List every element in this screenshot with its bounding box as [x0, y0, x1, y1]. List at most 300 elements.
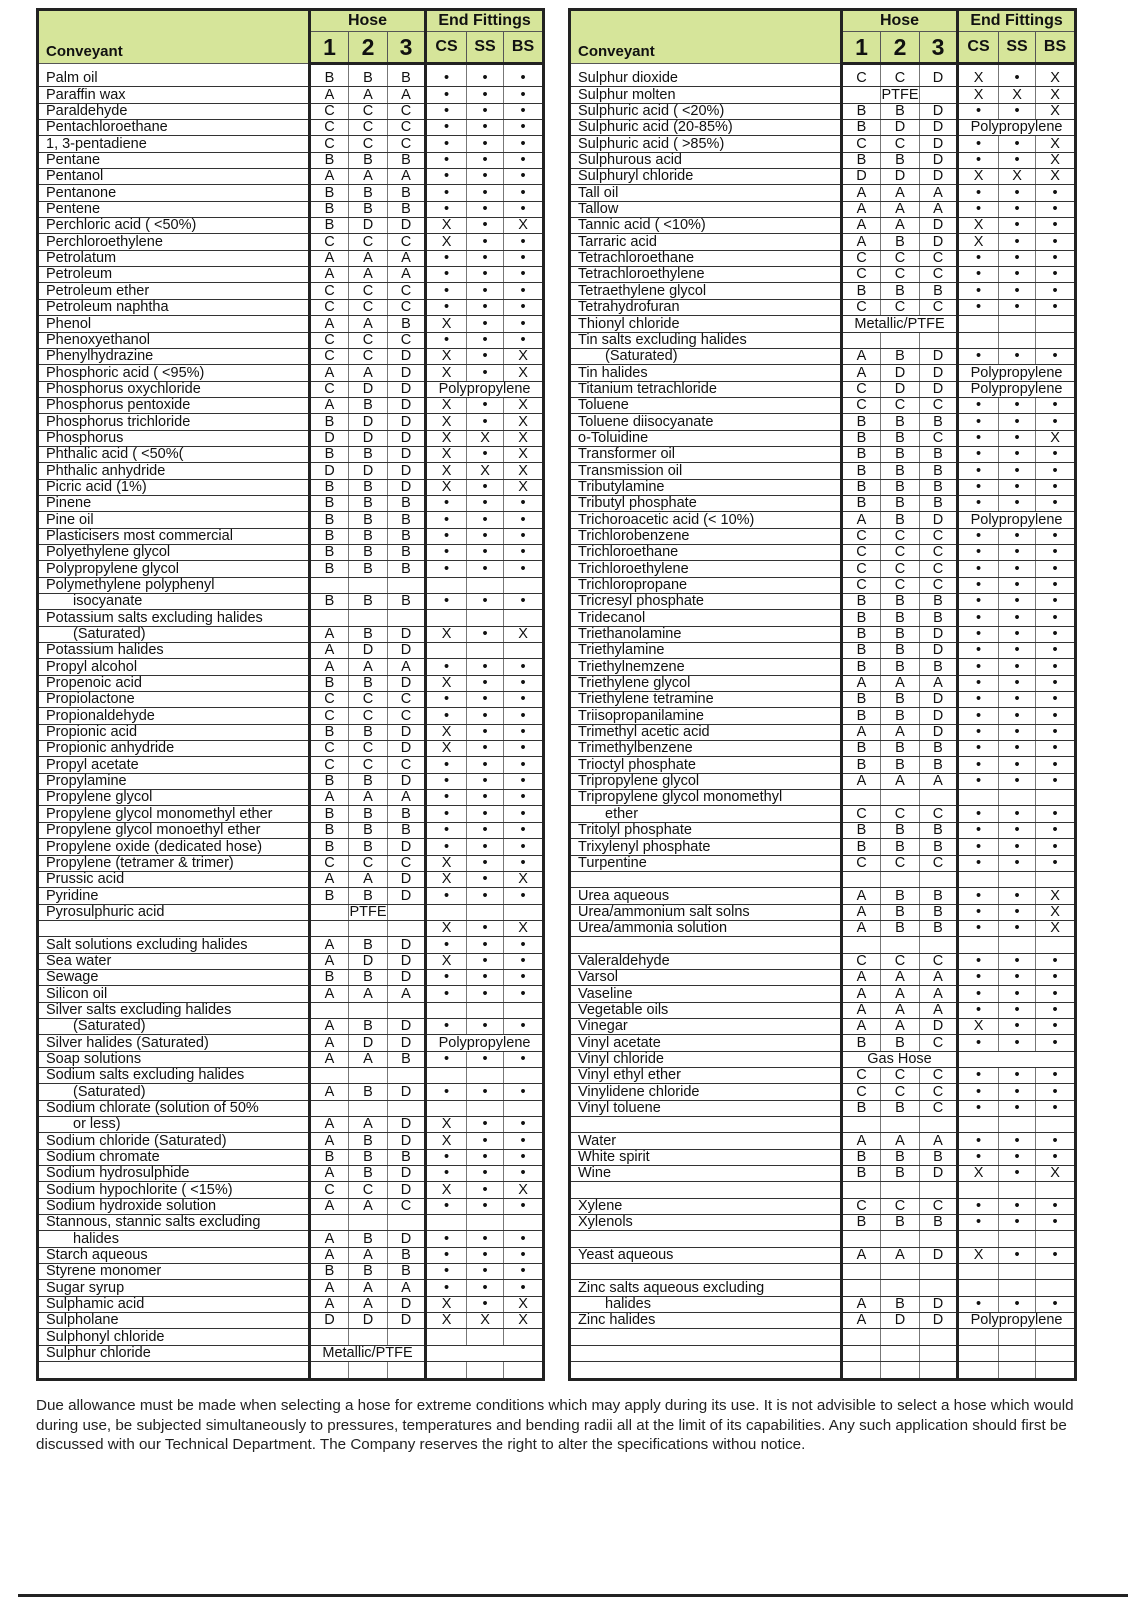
conveyant-name: Phosphorus trichloride: [38, 414, 310, 430]
fitting-rating-bs: X: [504, 479, 544, 495]
hose-rating-2: D: [349, 218, 388, 234]
table-row: [38, 332, 544, 348]
fitting-rating-span: Polypropylene: [958, 381, 1076, 397]
hose-rating-3: C: [388, 234, 426, 250]
fitting-rating-cs: •: [426, 512, 467, 528]
hose-rating-2: D: [349, 643, 388, 659]
hose-rating-1: [842, 1264, 881, 1280]
hose-rating-3: [388, 1215, 426, 1231]
conveyant-name: Toluene: [570, 397, 842, 413]
hose-rating-1: A: [842, 365, 881, 381]
fitting-rating-ss: •: [999, 610, 1036, 626]
hose-rating-3: [920, 87, 958, 103]
hose-rating-2: [349, 1215, 388, 1231]
fitting-rating-cs: •: [426, 822, 467, 838]
fitting-rating-cs: •: [958, 692, 999, 708]
fitting-rating-bs: •: [1036, 839, 1076, 855]
table-row: [38, 463, 544, 479]
fitting-rating-cs: X: [426, 365, 467, 381]
fitting-rating-cs: •: [426, 283, 467, 299]
fitting-rating-ss: •: [467, 71, 504, 87]
hose-rating-2: C: [881, 267, 920, 283]
fitting-rating-cs: •: [426, 594, 467, 610]
hose-rating-3: [920, 1280, 958, 1296]
hose-rating-3: D: [388, 1117, 426, 1133]
hose-rating-1: [310, 920, 349, 936]
fitting-rating-ss: •: [467, 136, 504, 152]
hose-rating-1: B: [310, 773, 349, 789]
fitting-rating-bs: •: [1036, 773, 1076, 789]
hose-rating-2: B: [349, 1264, 388, 1280]
fitting-rating-bs: [1036, 1362, 1076, 1379]
hose-rating-2: [349, 577, 388, 593]
fitting-rating-bs: X: [504, 871, 544, 887]
conveyant-name: (Saturated): [38, 626, 310, 642]
hose-rating-2: A: [349, 365, 388, 381]
hose-rating-2: A: [881, 969, 920, 985]
fitting-rating-cs: •: [958, 1149, 999, 1165]
hose-rating-2: B: [349, 806, 388, 822]
hose-rating-3: [388, 610, 426, 626]
hose-rating-3: D: [388, 1313, 426, 1329]
fitting-rating-bs: •: [1036, 708, 1076, 724]
hose-rating-1: B: [842, 1149, 881, 1165]
table-row: [570, 446, 1076, 462]
fitting-rating-cs: X: [426, 741, 467, 757]
hose-rating-2: C: [349, 234, 388, 250]
hose-rating-2: B: [349, 201, 388, 217]
fitting-rating-span: Polypropylene: [958, 365, 1076, 381]
table-row: [570, 1215, 1076, 1231]
fitting-rating-bs: •: [504, 937, 544, 953]
hose-rating-1: A: [310, 1296, 349, 1312]
hose-rating-1: A: [842, 1313, 881, 1329]
fitting-rating-bs: •: [504, 332, 544, 348]
hose-rating-2: A: [349, 169, 388, 185]
fitting-rating-ss: •: [999, 626, 1036, 642]
fitting-rating-cs: [958, 790, 999, 806]
hose-rating-3: D: [388, 724, 426, 740]
fitting-rating-ss: [467, 904, 504, 920]
table-row: [38, 643, 544, 659]
fitting-rating-bs: •: [504, 790, 544, 806]
fitting-rating-cs: •: [426, 1084, 467, 1100]
fitting-rating-ss: [467, 1215, 504, 1231]
fitting-rating-ss: •: [467, 1280, 504, 1296]
hose-rating-2: B: [881, 283, 920, 299]
conveyant-name: Pyridine: [38, 888, 310, 904]
fitting-rating-bs: •: [1036, 250, 1076, 266]
fitting-rating-cs: •: [426, 332, 467, 348]
hose-rating-2: D: [349, 1313, 388, 1329]
fitting-rating-cs: •: [426, 969, 467, 985]
fitting-rating-ss: •: [467, 1231, 504, 1247]
conveyant-name: Silver halides (Saturated): [38, 1035, 310, 1051]
hose-rating-1: B: [310, 152, 349, 168]
hose-rating-1: [310, 1067, 349, 1083]
fitting-rating-bs: X: [504, 1296, 544, 1312]
hose-rating-2: A: [881, 218, 920, 234]
table-row: [38, 544, 544, 560]
fitting-rating-bs: •: [1036, 1018, 1076, 1034]
table-row: [38, 561, 544, 577]
fitting-rating-ss: •: [467, 1198, 504, 1214]
fitting-rating-cs: X: [958, 169, 999, 185]
hose-rating-2: B: [881, 446, 920, 462]
table-row: [570, 1264, 1076, 1280]
conveyant-name: Sulphuric acid ( <20%): [570, 103, 842, 119]
hose-rating-1: A: [842, 201, 881, 217]
hose-rating-1: C: [310, 757, 349, 773]
hose-rating-2: C: [349, 1182, 388, 1198]
hose-rating-3: A: [920, 969, 958, 985]
fitting-rating-cs: X: [426, 414, 467, 430]
fitting-rating-cs: •: [958, 969, 999, 985]
hose-rating-2: B: [349, 71, 388, 87]
fitting-rating-cs: •: [426, 839, 467, 855]
hose-rating-3: [388, 1362, 426, 1379]
hose-rating-3: B: [388, 1149, 426, 1165]
conveyant-name: Vinyl ethyl ether: [570, 1067, 842, 1083]
fitting-rating-ss: •: [467, 267, 504, 283]
hose-rating-1: C: [310, 855, 349, 871]
fitting-rating-cs: •: [426, 299, 467, 315]
fitting-rating-cs: X: [426, 316, 467, 332]
hose-rating-3: B: [920, 904, 958, 920]
table-row: [38, 1117, 544, 1133]
hose-header: Hose: [842, 10, 958, 32]
fitting-rating-cs: [958, 1182, 999, 1198]
table-row: [38, 120, 544, 136]
conveyant-name: Perchloroethylene: [38, 234, 310, 250]
hose-rating-3: A: [388, 659, 426, 675]
conveyant-name: Transmission oil: [570, 463, 842, 479]
table-row: [38, 1280, 544, 1296]
conveyant-name: Tin salts excluding halides: [570, 332, 842, 348]
hose-rating-3: C: [920, 397, 958, 413]
fitting-rating-bs: •: [504, 136, 544, 152]
fitting-rating-ss: •: [999, 969, 1036, 985]
fitting-rating-ss: •: [999, 152, 1036, 168]
hose-rating-1: A: [842, 512, 881, 528]
hose-rating-2: D: [349, 463, 388, 479]
table-row: [570, 1117, 1076, 1133]
fitting-rating-bs: [504, 1067, 544, 1083]
fitting-rating-ss: •: [467, 348, 504, 364]
fitting-rating-bs: •: [1036, 561, 1076, 577]
table-row: [570, 822, 1076, 838]
hose-rating-3: B: [388, 1247, 426, 1263]
hose-rating-2: A: [349, 790, 388, 806]
table-row: [570, 1231, 1076, 1247]
table-row: [38, 1329, 544, 1345]
table-row: [570, 692, 1076, 708]
hose-rating-3: D: [920, 365, 958, 381]
hose-rating-2: [349, 610, 388, 626]
fitting-rating-cs: X: [426, 1313, 467, 1329]
fitting-rating-span: [426, 1345, 544, 1361]
conveyant-name: Xylene: [570, 1198, 842, 1214]
fitting-rating-ss: •: [999, 839, 1036, 855]
fitting-rating-bs: •: [1036, 1035, 1076, 1051]
fitting-rating-ss: •: [999, 283, 1036, 299]
fitting-rating-bs: •: [1036, 1149, 1076, 1165]
hose-rating-1: B: [310, 446, 349, 462]
fitting-rating-bs: [1036, 1117, 1076, 1133]
hose-rating-2: B: [349, 1084, 388, 1100]
hose-rating-1: A: [310, 1117, 349, 1133]
hose-rating-3: C: [388, 283, 426, 299]
hose-rating-3: D: [388, 463, 426, 479]
hose-rating-1: A: [310, 1018, 349, 1034]
table-row: [570, 71, 1076, 87]
conveyant-name: Paraldehyde: [38, 103, 310, 119]
hose-rating-3: D: [920, 152, 958, 168]
hose-rating-3: C: [920, 430, 958, 446]
fitting-rating-bs: •: [1036, 234, 1076, 250]
conveyant-name: Propionic acid: [38, 724, 310, 740]
fitting-rating-cs: •: [958, 430, 999, 446]
conveyant-name: Phthalic anhydride: [38, 463, 310, 479]
hose-rating-1: B: [842, 103, 881, 119]
hose-rating-3: C: [388, 692, 426, 708]
fitting-rating-bs: •: [504, 724, 544, 740]
fitting-rating-bs: •: [504, 201, 544, 217]
hose-rating-2: C: [881, 397, 920, 413]
hose-rating-1: A: [842, 1133, 881, 1149]
hose-rating-1: B: [310, 969, 349, 985]
fitting-rating-bs: •: [504, 528, 544, 544]
fitting-rating-ss: •: [999, 234, 1036, 250]
fitting-rating-ss: •: [999, 1100, 1036, 1116]
table-row: [570, 773, 1076, 789]
table-row: [570, 1166, 1076, 1182]
table-row: [38, 87, 544, 103]
fitting-rating-bs: •: [1036, 1215, 1076, 1231]
fitting-rating-ss: •: [999, 218, 1036, 234]
hose-rating-span: Gas Hose: [842, 1051, 958, 1067]
fitting-rating-cs: X: [426, 1182, 467, 1198]
hose-rating-1: [842, 1182, 881, 1198]
conveyant-name: ether: [570, 806, 842, 822]
hose-rating-2: C: [349, 136, 388, 152]
hose-rating-2: B: [881, 495, 920, 511]
hose-rating-3: [920, 332, 958, 348]
hose-rating-2: A: [881, 185, 920, 201]
conveyant-name: Tall oil: [570, 185, 842, 201]
hose-rating-1: A: [842, 1018, 881, 1034]
hose-rating-2: C: [349, 855, 388, 871]
conveyant-name: Tetraethylene glycol: [570, 283, 842, 299]
hose-rating-1: D: [842, 169, 881, 185]
hose-rating-2: B: [881, 1100, 920, 1116]
conveyant-name: [570, 937, 842, 953]
conveyant-name: Polymethylene polyphenyl: [38, 577, 310, 593]
hose-rating-3: [920, 871, 958, 887]
fitting-rating-ss: •: [467, 169, 504, 185]
table-row: [38, 152, 544, 168]
fitting-rating-bs: •: [504, 169, 544, 185]
hose-rating-3: C: [388, 103, 426, 119]
conveyant-name: Tetrahydrofuran: [570, 299, 842, 315]
fitting-rating-cs: X: [958, 218, 999, 234]
fitting-rating-ss: •: [467, 414, 504, 430]
hose-rating-1: A: [842, 986, 881, 1002]
fitting-rating-ss: •: [999, 757, 1036, 773]
hose-rating-3: A: [388, 169, 426, 185]
fitting-rating-cs: •: [958, 1296, 999, 1312]
hose-rating-2: A: [881, 675, 920, 691]
conveyant-name: Starch aqueous: [38, 1247, 310, 1263]
hose-rating-2: B: [881, 888, 920, 904]
hose-rating-2: A: [349, 87, 388, 103]
chemical-resistance-table-left: [36, 8, 545, 1381]
conveyant-name: Prussic acid: [38, 871, 310, 887]
conveyant-name: Propylamine: [38, 773, 310, 789]
hose-rating-3: D: [388, 888, 426, 904]
fitting-rating-ss: [999, 1362, 1036, 1379]
fitting-rating-cs: X: [426, 855, 467, 871]
hose-rating-3: D: [920, 1313, 958, 1329]
table-row: [38, 1296, 544, 1312]
hose-rating-1: [310, 610, 349, 626]
conveyant-name: Trixylenyl phosphate: [570, 839, 842, 855]
fitting-rating-cs: •: [958, 283, 999, 299]
hose-rating-2: A: [349, 250, 388, 266]
hose-rating-2: C: [349, 103, 388, 119]
hose-rating-2: C: [881, 71, 920, 87]
fitting-rating-cs: •: [958, 757, 999, 773]
fitting-col-ss: SS: [467, 32, 504, 64]
hose-rating-1: [842, 871, 881, 887]
table-row: [38, 1247, 544, 1263]
hose-rating-1: [842, 1280, 881, 1296]
fitting-rating-bs: •: [504, 741, 544, 757]
hose-rating-2: C: [349, 348, 388, 364]
fitting-rating-ss: [999, 1117, 1036, 1133]
fitting-rating-ss: •: [467, 855, 504, 871]
table-row: [570, 544, 1076, 560]
hose-rating-1: [842, 1231, 881, 1247]
conveyant-name: Trioctyl phosphate: [570, 757, 842, 773]
hose-rating-1: D: [310, 463, 349, 479]
fitting-rating-cs: •: [958, 986, 999, 1002]
fitting-rating-cs: •: [958, 708, 999, 724]
chemical-resistance-table-right: [568, 8, 1077, 1381]
conveyant-header: Conveyant: [38, 10, 310, 64]
hose-rating-1: A: [842, 218, 881, 234]
fitting-rating-bs: •: [504, 839, 544, 855]
fitting-rating-cs: •: [958, 348, 999, 364]
hose-rating-3: [920, 1329, 958, 1345]
fitting-rating-cs: •: [426, 659, 467, 675]
conveyant-name: Propionaldehyde: [38, 708, 310, 724]
hose-rating-3: A: [920, 773, 958, 789]
fitting-rating-cs: •: [958, 561, 999, 577]
hose-rating-1: A: [310, 316, 349, 332]
hose-rating-3: A: [920, 986, 958, 1002]
hose-rating-1: B: [310, 544, 349, 560]
hose-rating-1: B: [842, 414, 881, 430]
fitting-rating-cs: •: [958, 659, 999, 675]
hose-rating-1: C: [310, 332, 349, 348]
hose-rating-3: D: [388, 381, 426, 397]
hose-rating-1: C: [310, 136, 349, 152]
hose-rating-3: B: [388, 822, 426, 838]
fitting-rating-bs: •: [504, 120, 544, 136]
fitting-rating-bs: [1036, 1231, 1076, 1247]
conveyant-name: Pentane: [38, 152, 310, 168]
hose-rating-3: [388, 1100, 426, 1116]
fitting-rating-bs: •: [1036, 185, 1076, 201]
table-row: [38, 839, 544, 855]
table-row: [570, 626, 1076, 642]
fitting-rating-cs: X: [426, 675, 467, 691]
hose-rating-2: B: [349, 397, 388, 413]
hose-header: Hose: [310, 10, 426, 32]
hose-rating-3: D: [388, 1166, 426, 1182]
fitting-rating-ss: •: [467, 397, 504, 413]
conveyant-name: Sulphuryl chloride: [570, 169, 842, 185]
fitting-rating-cs: •: [426, 87, 467, 103]
fitting-rating-ss: •: [999, 299, 1036, 315]
conveyant-name: Polypropylene glycol: [38, 561, 310, 577]
hose-rating-2: [881, 1182, 920, 1198]
hose-rating-1: B: [842, 1215, 881, 1231]
fitting-rating-cs: •: [958, 1067, 999, 1083]
table-row: [38, 71, 544, 87]
table-body-right: [570, 64, 1076, 1380]
table-row: [38, 1313, 544, 1329]
fitting-rating-ss: •: [467, 152, 504, 168]
hose-rating-2: C: [349, 332, 388, 348]
fitting-rating-ss: •: [467, 561, 504, 577]
hose-rating-2: C: [881, 1084, 920, 1100]
hose-rating-1: C: [842, 953, 881, 969]
hose-rating-1: C: [842, 71, 881, 87]
hose-rating-3: C: [920, 1035, 958, 1051]
fitting-rating-ss: •: [999, 1002, 1036, 1018]
table-row: [570, 986, 1076, 1002]
fitting-rating-ss: •: [999, 920, 1036, 936]
conveyant-name: White spirit: [570, 1149, 842, 1165]
hose-rating-3: C: [388, 136, 426, 152]
hose-rating-3: D: [920, 234, 958, 250]
hose-rating-2: C: [881, 577, 920, 593]
table-row: [570, 185, 1076, 201]
fitting-rating-ss: •: [999, 414, 1036, 430]
table-row: [570, 904, 1076, 920]
table-row: [38, 822, 544, 838]
fitting-rating-ss: •: [999, 1018, 1036, 1034]
fitting-rating-ss: •: [467, 839, 504, 855]
hose-rating-3: B: [920, 446, 958, 462]
fitting-rating-cs: •: [426, 806, 467, 822]
fitting-rating-cs: X: [426, 234, 467, 250]
fitting-rating-ss: [999, 332, 1036, 348]
hose-rating-2: B: [349, 544, 388, 560]
hose-rating-1: C: [310, 348, 349, 364]
fitting-rating-ss: •: [467, 741, 504, 757]
fitting-rating-bs: •: [504, 87, 544, 103]
hose-rating-1: A: [842, 1247, 881, 1263]
conveyant-name: [570, 1362, 842, 1379]
table-row: [570, 479, 1076, 495]
table-row: [38, 904, 544, 920]
fitting-rating-ss: •: [467, 969, 504, 985]
fitting-rating-cs: •: [958, 839, 999, 855]
conveyant-name: halides: [570, 1296, 842, 1312]
